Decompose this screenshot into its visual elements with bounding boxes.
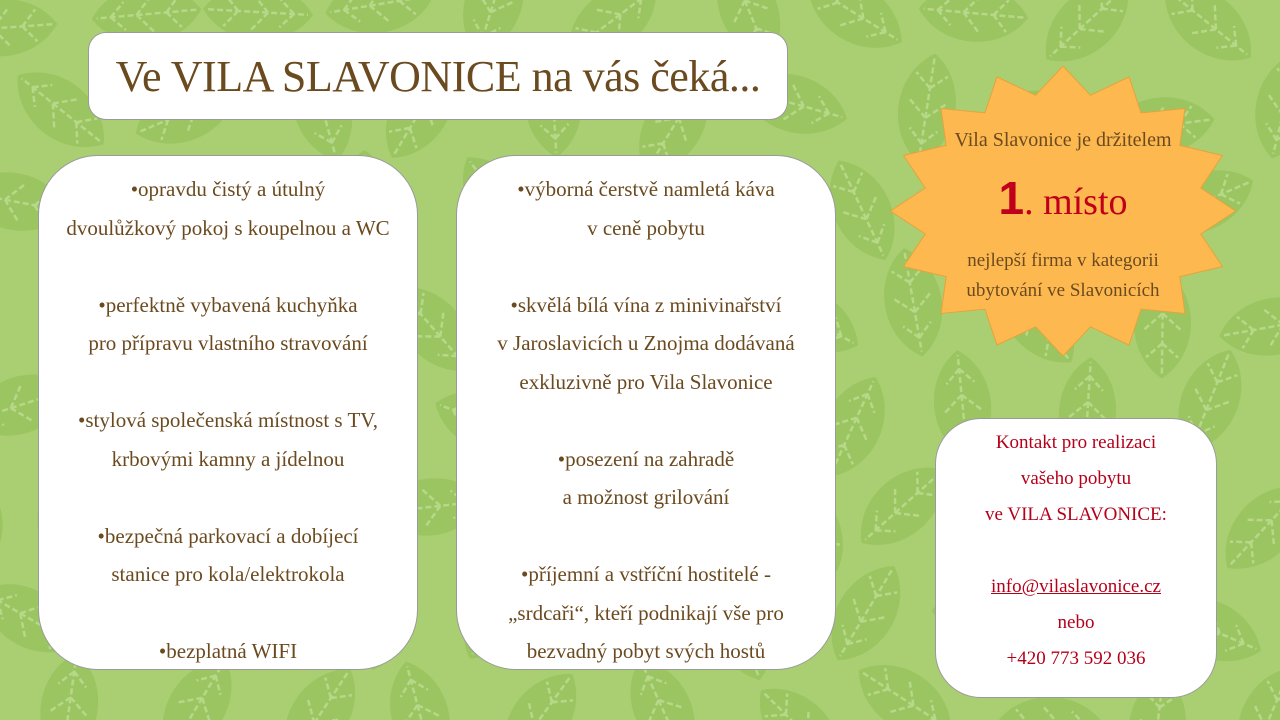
title-banner [88, 32, 788, 120]
contact-spacer [936, 533, 1216, 569]
award-desc-line: ubytování ve Slavonicích [966, 280, 1160, 301]
leaf-shape [995, 697, 1105, 720]
amenity-item [457, 170, 835, 247]
amenity-line: •posezení na zahradě [557, 446, 735, 471]
amenity-line: v ceně pobytu [587, 215, 705, 240]
leaf-shape [0, 0, 59, 60]
leaf-shape [1274, 140, 1280, 262]
amenity-line: •bezplatná WIFI [158, 639, 298, 663]
award-intro: Vila Slavonice je držitelem [954, 129, 1172, 151]
amenity-line: •příjemní a vstříční hostitelé - [521, 562, 771, 586]
amenities-card-middle [456, 155, 836, 670]
award-rank [890, 162, 1236, 246]
amenities-card-left [38, 155, 418, 670]
amenities-list-left [39, 170, 417, 671]
amenities-list-middle [457, 170, 835, 671]
award-number: 1 [998, 172, 1025, 224]
leaf-shape [1244, 45, 1280, 165]
award-rank-text: . místo [1024, 181, 1128, 223]
amenity-item [457, 286, 835, 402]
amenity-line: bezvadný pobyt svých hostů [526, 639, 766, 663]
leaf-shape [916, 0, 1031, 46]
contact-or: nebo [1057, 612, 1095, 633]
leaf-shape [793, 0, 917, 66]
contact-email-link[interactable]: info@vilaslavonice.cz [991, 576, 1161, 597]
contact-heading-line: vašeho pobytu [1020, 468, 1132, 489]
contact-card [935, 418, 1217, 698]
amenity-line: •bezpečná parkovací a dobíjecí [97, 523, 359, 548]
amenity-line: krbovými kamny a jídelnou [111, 446, 345, 471]
amenity-line: •perfektně vybavená kuchyňka [98, 292, 358, 317]
contact-heading-line: Kontakt pro realizaci [995, 432, 1157, 453]
leaf-shape [1222, 657, 1280, 720]
contact-heading-line: ve VILA SLAVONICE: [985, 504, 1167, 525]
amenity-line: dvoulůžkový pokoj s koupelnou a WC [66, 215, 390, 240]
leaf-shape [1206, 468, 1280, 587]
amenity-item [39, 170, 417, 247]
page-title: Ve VILA SLAVONICE na vás čeká... [115, 51, 761, 101]
amenity-item [39, 517, 417, 594]
amenity-line: „srdcaři“, kteří podnikají vše pro [508, 600, 784, 625]
award-description [890, 246, 1236, 306]
amenity-item [39, 401, 417, 478]
amenity-line: pro přípravu vlastního stravování [88, 331, 368, 355]
leaf-shape [0, 58, 8, 181]
leaf-shape [0, 442, 22, 565]
amenity-item [457, 555, 835, 671]
amenity-item [39, 286, 417, 363]
contact-phone: +420 773 592 036 [1006, 648, 1146, 669]
amenity-line: a možnost grilování [562, 485, 730, 509]
amenity-line: stanice pro kola/elektrokola [111, 562, 345, 586]
award-text [890, 118, 1236, 306]
amenity-item [457, 440, 835, 517]
award-desc-line: nejlepší firma v kategorii [967, 250, 1159, 271]
amenity-line: •výborná čerstvě namletá káva [517, 177, 775, 201]
amenity-line: •skvělá bílá vína z minivinařství [510, 292, 782, 317]
amenity-item [39, 632, 417, 671]
amenity-line: •opravdu čistý a útulný [130, 177, 326, 201]
amenity-line: exkluzivně pro Vila Slavonice [519, 369, 773, 394]
amenity-line: •stylová společenská místnost s TV, [78, 408, 378, 432]
amenity-line: v Jaroslavicích u Znojma dodávaná [497, 331, 795, 355]
